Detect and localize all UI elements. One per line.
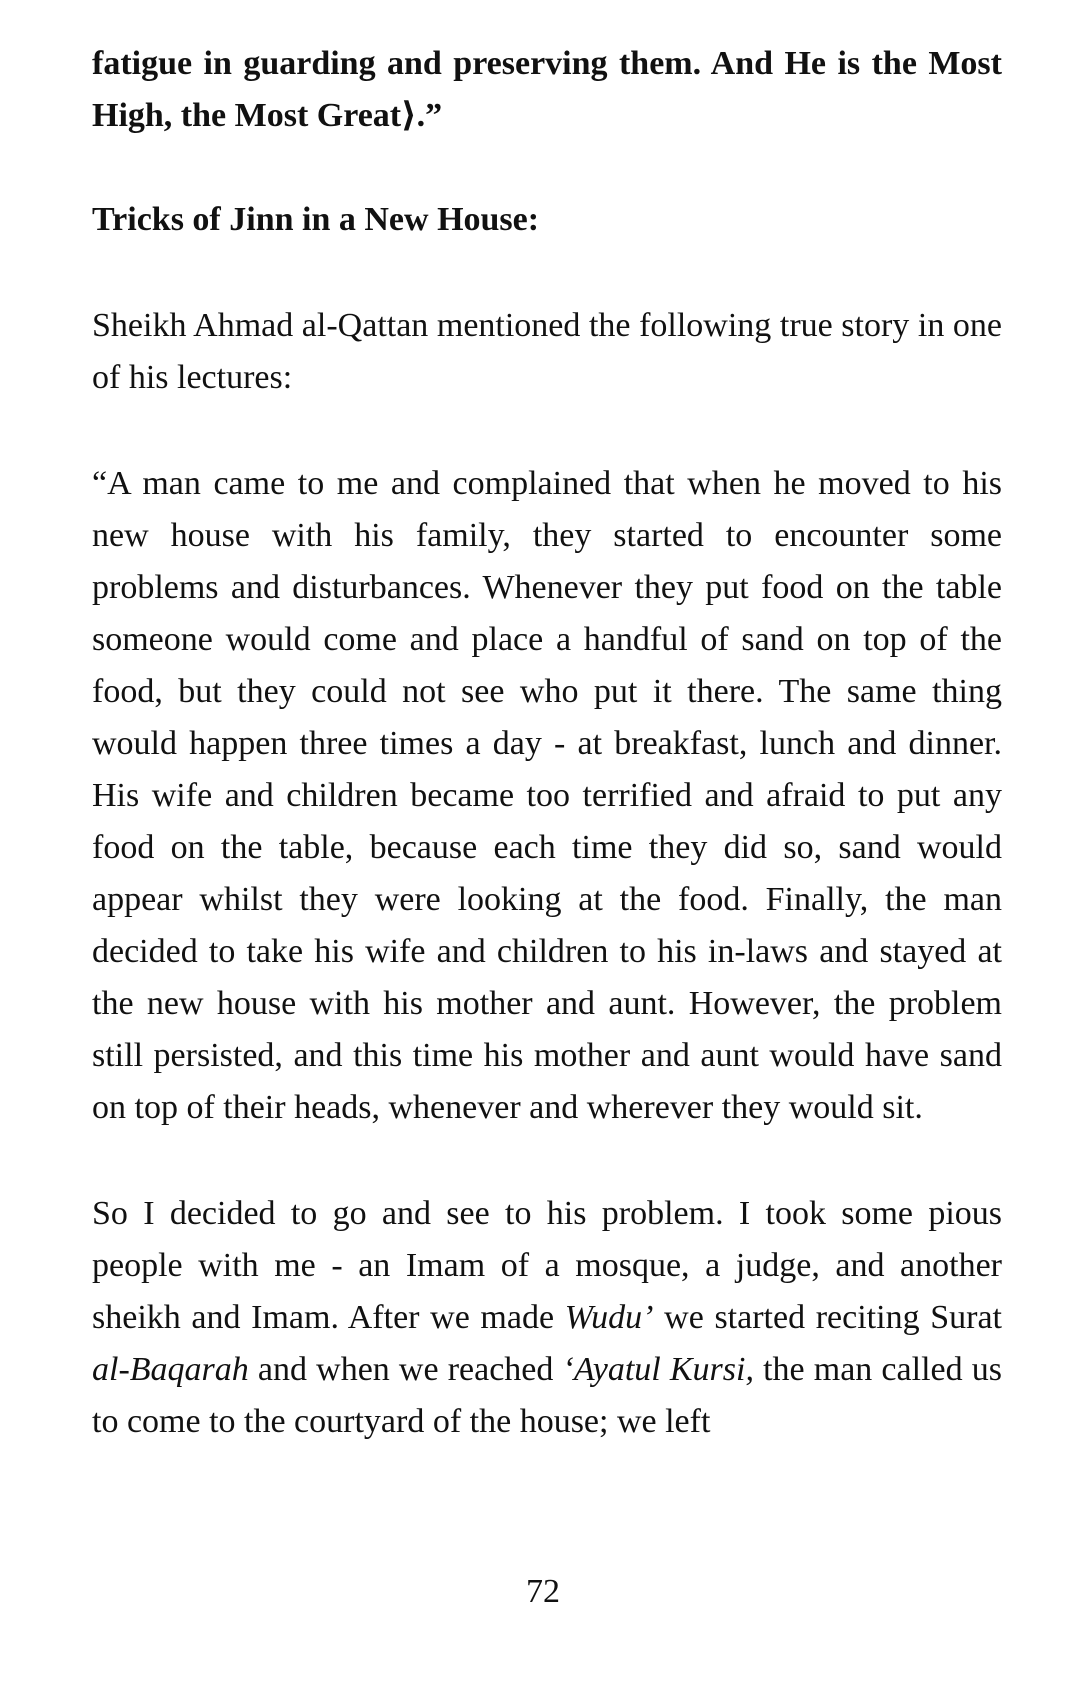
page-content xyxy=(92,38,1002,1448)
text-span: So I decided to go and see to his problem. I took some pious people with me - an Imam of a mosque, a judge, and another sheikh and Imam. After we made xyxy=(92,1195,1002,1336)
story-paragraph-1: “A man came to me and complained that when he moved to his new house with his family, they started to encounter some problems and disturbances. Whenever they put food on the table someone would come and place a handful of sand on top of the food, but they could not see who put it there. The same thing would happen three times a day - at breakfast, lunch and dinner. His wife and children became too terrified and afraid to put any food on the table, because each time they did so, sand would appear whilst they were looking at the food. Finally, the man decided to take his wife and children to his in-laws and stayed at the new house with his mother and aunt. However, the problem still persisted, and this time his mother and aunt would have sand on top of their heads, whenever and wherever they would sit. xyxy=(92,465,1002,1126)
italic-term-wudu: Wudu’ xyxy=(564,1299,654,1336)
continued-quote-text: fatigue in guarding and preserving them. And He is the Most High, the Most Great⟩.” xyxy=(92,45,1002,134)
italic-term-baqarah: al-Baqarah xyxy=(92,1351,249,1388)
story-paragraph-2 xyxy=(92,1188,1002,1448)
section-heading: Tricks of Jinn in a New House: xyxy=(92,201,540,238)
text-span: we started reciting Surat xyxy=(653,1299,1002,1336)
page-number: 72 xyxy=(526,1573,560,1610)
intro-paragraph: Sheikh Ahmad al-Qattan mentioned the following true story in one of his lectures: xyxy=(92,307,1002,396)
italic-term-ayatul-kursi: ‘Ayatul Kursi, xyxy=(562,1351,754,1388)
text-span: the man called us to come to the courtyard of the house; we left xyxy=(92,1351,1002,1440)
text-span: and when we reached xyxy=(248,1351,563,1388)
